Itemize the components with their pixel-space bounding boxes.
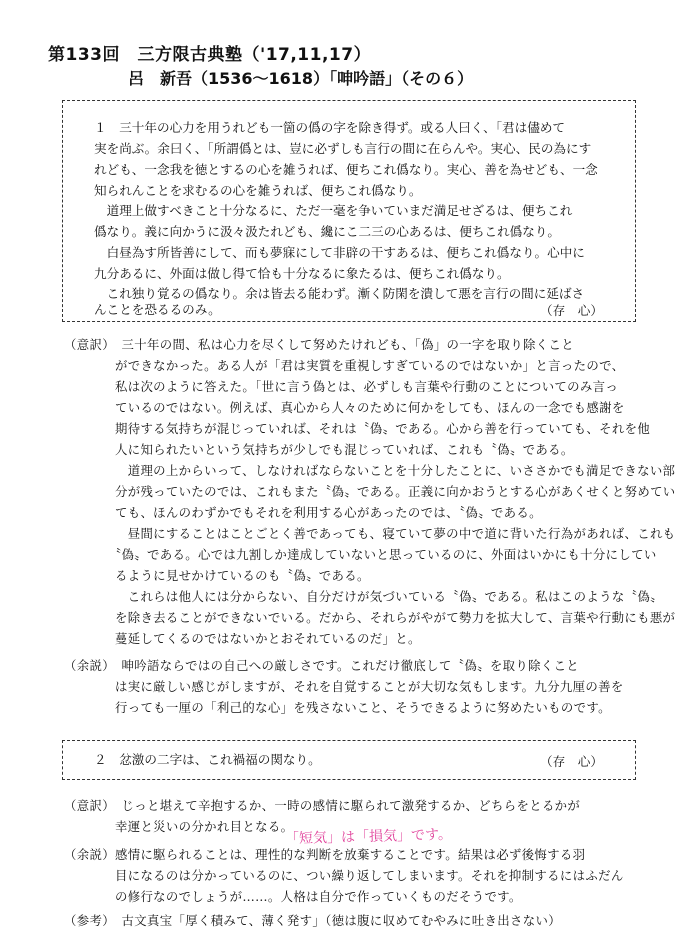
commentary-line: 目になるのは分かっているのに、つい繰り返してしまいます。それを抑制するにはふだん: [64, 868, 624, 883]
original-line: んことを恐るるのみ。: [94, 302, 221, 317]
translation-line: （意訳） 三十年の間、私は心力を尽くして努めたけれども、「偽」の一字を取り除くこと: [64, 337, 574, 352]
commentary-line: 行っても一厘の「利己的な心」を残さないこと、そうできるように努めたいものです。: [64, 700, 611, 715]
commentary-line: の修行なのでしょうが……。人格は自分で作っていくものだそうです。: [64, 889, 522, 904]
original-line: ２ 忿激の二字は、これ禍福の関なり。: [94, 752, 321, 767]
translation-line: ても、ほんのわずかでもそれを利用する心があったのでは、〝偽〟である。: [64, 505, 542, 520]
translation-line: 〝偽〟である。心では九割しか達成していないと思っているのに、外面はいかにも十分にしてい: [64, 547, 657, 562]
handwritten-note: 「短気」は「損気」です。: [284, 826, 453, 848]
original-line: １ 三十年の心力を用うれども一箇の僞の字を除き得ず。或る人曰く、「君は儘めて: [94, 120, 566, 135]
original-line: これ独り覚るの僞なり。余は皆去る能わず。漸く防閑を潰して悪を言行の間に延ばさ: [94, 286, 585, 301]
reference-line: （参考） 古文真宝「厚く積みて、薄く発す」（徳は腹に収めてむやみに吐き出さない）: [64, 913, 561, 928]
source-label: （存 心）: [540, 303, 603, 318]
original-line: 知られんことを求むるの心を雑うれば、便ちこれ僞なり。: [94, 183, 422, 198]
translation-line: （意訳） じっと堪えて辛抱するか、一時の感情に駆られて激発するか、どちらをとるかが: [64, 798, 581, 813]
translation-line: ができなかった。ある人が「君は実質を重視しすぎているのではないか」と言ったので、: [64, 358, 625, 373]
translation-line: 私は次のように答えた。「世に言う偽とは、必ずしも言葉や行動のことについてのみ言っ: [64, 379, 619, 394]
lecture-title: 第133回 三方限古典塾（'17,11,17）: [48, 45, 372, 65]
translation-line: これらは他人には分からない、自分だけが気づいている〝偽〟である。私はこのような〝偽〟: [64, 589, 663, 604]
translation-line: ているのではない。例えば、真心から人々のために何かをしても、ほんの一念でも感謝を: [64, 400, 625, 415]
translation-line: 人に知られたいという気持ちが少しでも混じっていれば、これも〝偽〟である。: [64, 442, 574, 457]
translation-line: を除き去ることができないでいる。だから、それらがやがて勢力を拡大して、言葉や行動にも悪が: [64, 610, 676, 625]
commentary-line: （余説）感情に駆られることは、理性的な判断を放棄することです。結果は必ず後悔する羽: [64, 847, 586, 862]
translation-line: 幸運と災いの分かれ目となる。: [64, 819, 294, 834]
lecture-subtitle: 呂 新吾（1536〜1618）「呻吟語」（その６）: [128, 69, 474, 88]
original-line: 実を尚ぶ。余曰く、「所謂僞とは、豈に必ずしも言行の間に在らんや。実心、民の為にす: [94, 141, 592, 156]
commentary-line: （余説） 呻吟語ならではの自己への厳しさです。これだけ徹底して〝偽〟を取り除くこと: [64, 658, 580, 673]
original-line: 道理上做すべきこと十分なるに、ただ一毫を争いていまだ満足せざるは、便ちこれ: [94, 203, 573, 218]
original-line: 白昼為す所皆善にして、而も夢寐にして非辟の干すあるは、便ちこれ僞なり。心中に: [94, 245, 585, 260]
commentary-line: は実に厳しい感じがしますが、それを自覚することが大切な気もします。九分九厘の善を: [64, 679, 624, 694]
original-line: れども、一念我を徳とするの心を雑うれば、便ちこれ僞なり。実心、善を為せども、一念: [94, 162, 598, 177]
translation-line: 昼間にすることはことごとく善であっても、寝ていて夢の中で道に背いた行為があれば、これも: [64, 526, 676, 541]
translation-line: 道理の上からいって、しなければならないことを十分したことに、いささかでも満足できない部: [64, 463, 676, 478]
original-line: 九分あるに、外面は做し得て恰も十分なるに象たるは、便ちこれ僞なり。: [94, 266, 510, 281]
translation-line: 蔓延してくるのではないかとおそれているのだ」と。: [64, 631, 421, 646]
translation-line: 期待する気持ちが混じっていれば、それは〝偽〟である。心から善を行っていても、それを他: [64, 421, 651, 436]
source-label: （存 心）: [540, 754, 603, 769]
translation-line: 分が残っていたのでは、これもまた〝偽〟である。正義に向かおうとする心があくせくと努めてい: [64, 484, 676, 499]
translation-line: るように見せかけているのも〝偽〟である。: [64, 568, 370, 583]
original-line: 僞なり。義に向かうに汲々汲たれども、纔にこ二三の心あるは、便ちこれ僞なり。: [94, 224, 560, 239]
